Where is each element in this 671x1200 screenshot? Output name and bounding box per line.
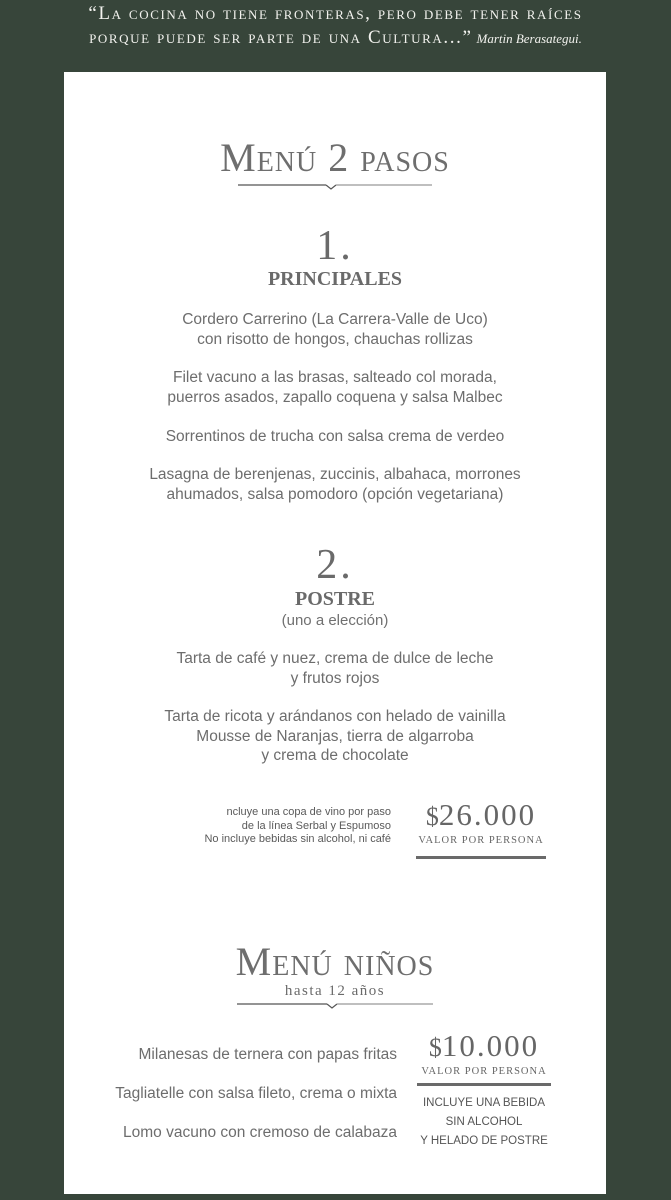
step-1-number: 1.: [316, 223, 354, 269]
title-divider-icon: [238, 182, 432, 190]
quote-header: [0, 2, 671, 51]
price-value: 26.000: [438, 797, 537, 832]
currency-symbol: $: [425, 802, 439, 831]
includes-line: SIN ALCOHOL: [445, 1116, 523, 1128]
dish-principal-1: [64, 310, 606, 349]
kids-title-divider-icon: [237, 1001, 433, 1009]
dish-line: y frutos rojos: [290, 669, 380, 687]
menu-ninos-title: Menú niños: [235, 939, 435, 984]
dish-line: Tarta de ricota y arándanos con helado de vainilla: [164, 708, 506, 725]
note-line: No incluye bebidas sin alcohol, ni café: [204, 833, 391, 845]
kids-dish-2: Tagliatelle con salsa fileto, crema o mixta: [115, 1085, 397, 1102]
menu-ninos-price: [417, 1029, 551, 1086]
dish-line: Sorrentinos de trucha con salsa crema de verdeo: [165, 428, 505, 445]
includes-line: Y HELADO DE POSTRE: [420, 1135, 548, 1147]
quote-author: Martin Berasategui.: [476, 31, 582, 46]
menu-2-pasos-price: [416, 798, 546, 859]
step-2-subtitle: (uno a elección): [281, 612, 389, 629]
note-line: de la línea Serbal y Espumoso: [241, 819, 391, 832]
dish-postre-2: [64, 707, 606, 766]
step-2-number: 2.: [316, 542, 354, 588]
dish-principal-2: [64, 368, 606, 407]
currency-symbol: $: [428, 1033, 442, 1062]
step-2-label: POSTRE: [294, 588, 376, 610]
kids-includes: [414, 1094, 554, 1151]
quote-line-1: “La cocina no tiene fronteras, pero debe tener raíces: [88, 3, 583, 24]
wine-notes: [204, 806, 391, 847]
dish-principal-3: [64, 427, 606, 447]
menu-ninos-subtitle: hasta 12 años: [284, 983, 386, 999]
dish-line: Cordero Carrerino (La Carrera-Valle de Uco): [182, 311, 488, 328]
dish-line: puerros asados, zapallo coquena y salsa Malbec: [167, 388, 503, 406]
price-label: VALOR POR PERSONA: [418, 835, 544, 846]
price-label: VALOR POR PERSONA: [421, 1066, 547, 1077]
menu-2-pasos-title: Menú 2 pasos: [220, 135, 450, 180]
price-underline: [417, 1083, 551, 1086]
price-value: 10.000: [441, 1028, 540, 1063]
menu-card: [64, 72, 606, 1194]
dish-postre-1: [64, 649, 606, 688]
dish-line: y crema de chocolate: [261, 747, 409, 764]
quote-line-2: [0, 26, 671, 51]
dish-line: con risotto de hongos, chauchas rollizas: [197, 330, 473, 348]
quote-line-2-text: porque puede ser parte de una Cultura...”: [89, 27, 473, 48]
dish-line: Mousse de Naranjas, tierra de algarroba: [196, 727, 474, 745]
price-amount: [416, 798, 546, 834]
dish-line: Tarta de café y nuez, crema de dulce de leche: [176, 650, 494, 667]
price-underline: [416, 856, 546, 859]
dish-principal-4: [64, 465, 606, 504]
dish-line: Lasagna de berenjenas, zuccinis, albahaca, morrones: [149, 466, 521, 483]
includes-line: INCLUYE UNA BEBIDA: [422, 1097, 546, 1109]
note-line: ncluye una copa de vino por paso: [226, 806, 391, 818]
kids-dish-1: Milanesas de ternera con papas fritas: [138, 1046, 397, 1063]
dish-line: Filet vacuno a las brasas, salteado col morada,: [173, 369, 497, 386]
price-amount: [417, 1029, 551, 1065]
dish-line: ahumados, salsa pomodoro (opción vegetariana): [166, 485, 504, 503]
kids-dish-3: Lomo vacuno con cremoso de calabaza: [123, 1124, 397, 1141]
step-1-label: PRINCIPALES: [267, 268, 403, 290]
